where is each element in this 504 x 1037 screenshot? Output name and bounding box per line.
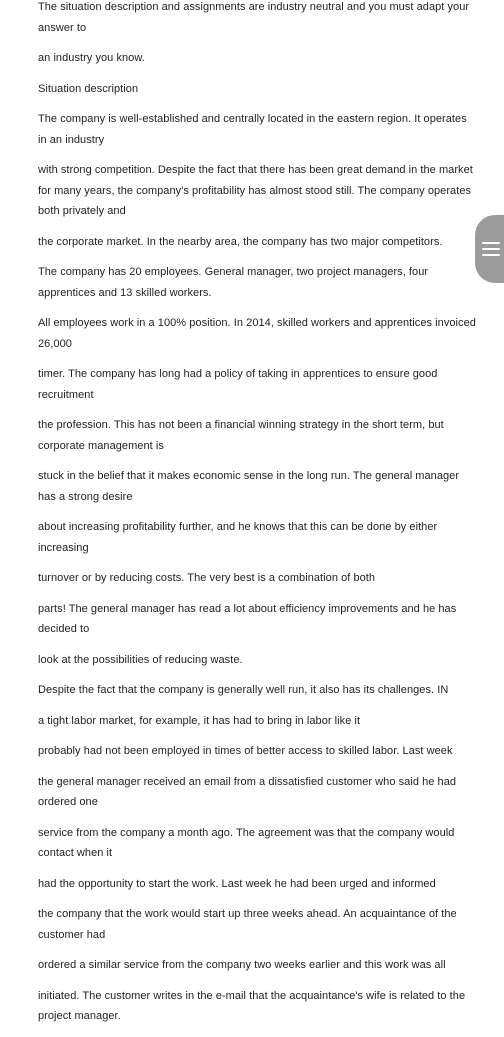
paragraph-5: with strong competition. Despite the fact that there has been great demand in the market for many years, the company's profitability has almost stood still. The company operates both privately and — [38, 164, 473, 217]
paragraph-15: look at the possibilities of reducing waste. — [38, 653, 243, 666]
paragraph-16: Despite the fact that the company is generally well run, it also has its challenges. IN — [38, 684, 449, 696]
paragraph-20: service from the company a month ago. The agreement was that the company would contact when it — [38, 826, 455, 859]
paragraph-17: a tight labor market, for example, it has had to bring in labor like it — [38, 714, 361, 727]
paragraph-14: parts! The general manager has read a lot about efficiency improvements and he has decided to — [38, 602, 457, 635]
paragraph-2: an industry you know. — [38, 52, 145, 64]
paragraph-21: had the opportunity to start the work. Last week he had been urged and informed — [38, 877, 436, 890]
scroll-handle[interactable] — [475, 215, 504, 283]
document-body — [38, 0, 478, 1037]
paragraph-6: the corporate market. In the nearby area, the company has two major competitors. — [38, 235, 443, 248]
paragraph-1: The situation description and assignments are industry neutral and you must adapt your answer to — [38, 1, 470, 34]
paragraph-7: The company has 20 employees. General manager, two project managers, four apprentices and 13 skilled workers. — [38, 266, 429, 299]
paragraph-13: turnover or by reducing costs. The very best is a combination of both — [38, 572, 376, 584]
paragraph-11: stuck in the belief that it makes economic sense in the long run. The general manager has a strong desire — [38, 470, 460, 503]
paragraph-19: the general manager received an email from a dissatisfied customer who said he had ordered one — [38, 775, 457, 808]
paragraph-12: about increasing profitability further, and he knows that this can be done by either increasing — [38, 521, 438, 554]
paragraph-18: probably had not been employed in times of better access to skilled labor. Last week — [38, 745, 453, 757]
grip-lines-icon — [482, 242, 500, 256]
paragraph-4: The company is well-established and centrally located in the eastern region. It operates in an industry — [38, 113, 467, 146]
paragraph-10: the profession. This has not been a financial winning strategy in the short term, but corporate management is — [38, 419, 444, 452]
paragraph-9: timer. The company has long had a policy of taking in apprentices to ensure good recruitment — [38, 368, 438, 401]
paragraph-22: the company that the work would start up three weeks ahead. An acquaintance of the customer had — [38, 908, 457, 941]
paragraph-23: ordered a similar service from the company two weeks earlier and this work was all — [38, 959, 446, 971]
section-heading: Situation description — [38, 82, 139, 95]
paragraph-24: initiated. The customer writes in the e-mail that the acquaintance's wife is related to the project manager. — [38, 989, 466, 1022]
paragraph-8: All employees work in a 100% position. In 2014, skilled workers and apprentices invoiced 26,000 — [38, 317, 476, 350]
